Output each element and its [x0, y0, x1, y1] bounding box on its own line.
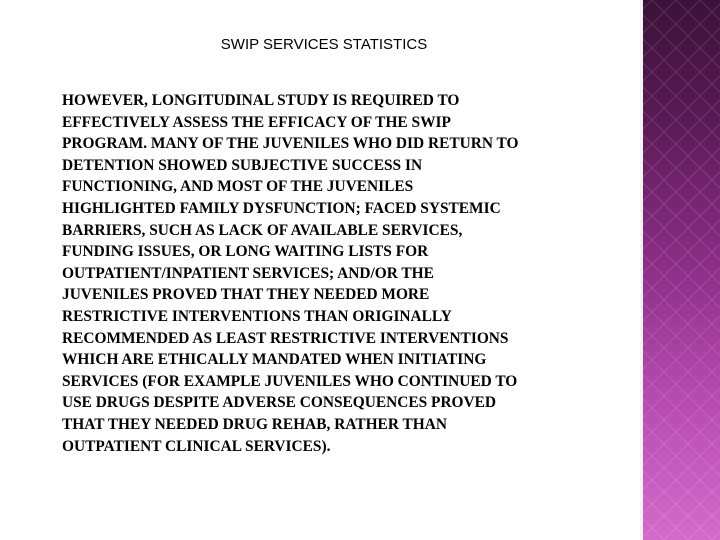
decorative-side-panel — [640, 0, 720, 540]
side-panel-divider — [640, 0, 643, 540]
diamond-pattern — [640, 0, 720, 540]
slide-body-text: HOWEVER, LONGITUDINAL STUDY IS REQUIRED TO EFFECTIVELY ASSESS THE EFFICACY OF THE SWIP PROGRAM. MANY OF THE JUVENILES WHO DID RETURN TO DETENTION SHOWED SUBJECTIVE SUCCESS IN FUNCTIONING, AND MOST OF THE JUVENILES HIGHLIGHTED FAMILY DYSFUNCTION; FACED SYSTEMIC BARRIERS, SUCH AS LACK OF AVAILABLE SERVICES, FUNDING ISSUES, OR LONG WAITING LISTS FOR OUTPATIENT/INPATIENT SERVICES; AND/OR THE JUVENILES PROVED THAT THEY NEEDED MORE RESTRICTIVE INTERVENTIONS THAN ORIGINALLY RECOMMENDED AS LEAST RESTRICTIVE INTERVENTIONS WHICH ARE ETHICALLY MANDATED WHEN INITIATING SERVICES (FOR EXAMPLE JUVENILES WHO CONTINUED TO USE DRUGS DESPITE ADVERSE CONSEQUENCES PROVED THAT THEY NEEDED DRUG REHAB, RATHER THAN OUTPATIENT CLINICAL SERVICES). — [62, 92, 519, 455]
slide-title: SWIP SERVICES STATISTICS — [220, 36, 428, 53]
